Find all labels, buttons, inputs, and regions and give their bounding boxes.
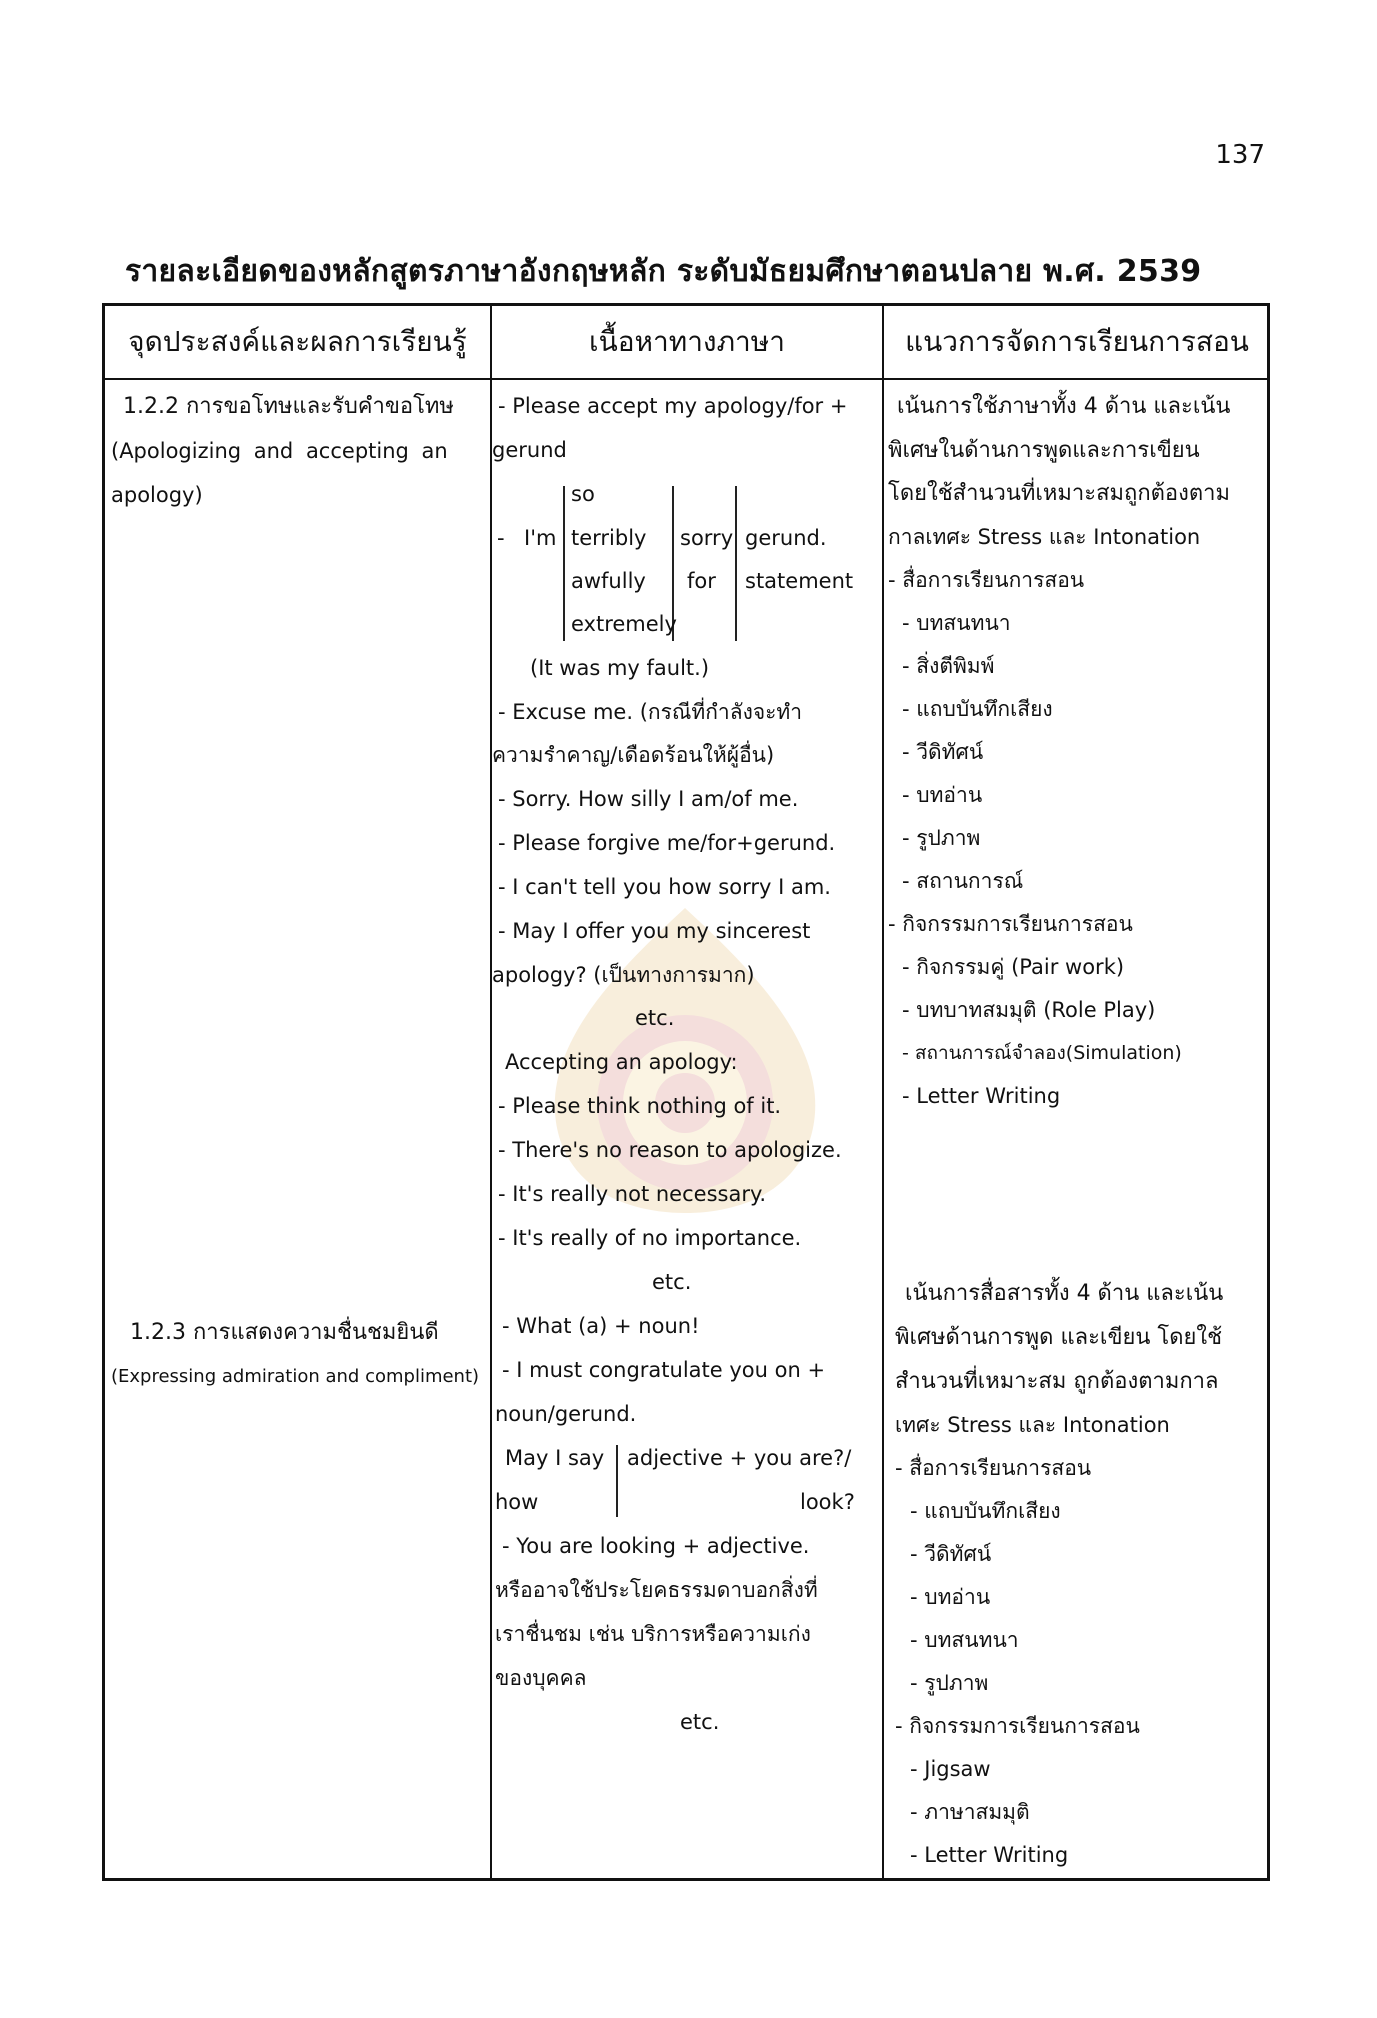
- approach-media-item: - วีดิทัศน์: [902, 740, 984, 764]
- approach-activity-item: - สถานการณ์จำลอง(Simulation): [902, 1042, 1182, 1064]
- approach-media-item: - สิ่งตีพิมพ์: [902, 654, 995, 678]
- bracket-line: [563, 486, 565, 641]
- content-line: - What (a) + noun!: [502, 1314, 700, 1338]
- approach-activity-item: - ภาษาสมมุติ: [910, 1800, 1030, 1824]
- content-line: - Please forgive me/for+gerund.: [498, 831, 836, 855]
- approach-media-item: - วีดิทัศน์: [910, 1542, 992, 1566]
- approach-media-item: - รูปภาพ: [910, 1671, 989, 1695]
- content-adjective: adjective + you are?/: [627, 1446, 852, 1470]
- content-line: gerund: [492, 438, 567, 462]
- content-line: Accepting an apology:: [505, 1050, 738, 1074]
- approach-activity-item: - Letter Writing: [910, 1843, 1069, 1867]
- content-line: - Please think nothing of it.: [498, 1094, 782, 1118]
- bracket-line: [735, 486, 737, 641]
- header-teaching-approach: แนวการจัดการเรียนการสอน: [905, 325, 1249, 358]
- content-line: เราชื่นชม เช่น บริการหรือความเก่ง: [495, 1622, 811, 1646]
- curriculum-table: [102, 303, 1270, 1881]
- approach-activities-heading: - กิจกรรมการเรียนการสอน: [888, 912, 1133, 936]
- content-line: - Excuse me. (กรณีที่กำลังจะทำ: [498, 700, 803, 724]
- content-line: - It's really not necessary.: [498, 1182, 767, 1206]
- content-how: how: [495, 1490, 539, 1514]
- content-line: - Sorry. How silly I am/of me.: [498, 787, 799, 811]
- content-look: look?: [800, 1490, 855, 1514]
- approach-media-item: - บทสนทนา: [902, 611, 1011, 635]
- adverb-option: extremely: [571, 612, 677, 636]
- content-line: (It was my fault.): [530, 656, 710, 680]
- content-line: หรืออาจใช้ประโยคธรรมดาบอกสิ่งที่: [495, 1578, 818, 1602]
- approach-line: โดยใช้สำนวนที่เหมาะสมถูกต้องตาม: [888, 481, 1231, 506]
- content-dash: -: [497, 526, 505, 550]
- header-objectives: จุดประสงค์และผลการเรียนรู้: [128, 325, 467, 358]
- content-line: ของบุคคล: [495, 1666, 587, 1690]
- approach-media-item: - บทสนทนา: [910, 1628, 1019, 1652]
- objective-1-2-2-english: (Apologizing and accepting an: [111, 439, 448, 463]
- objective-1-2-3-title: 1.2.3 การแสดงความชื่นชมยินดี: [130, 1320, 439, 1345]
- bracket-line: [616, 1445, 618, 1517]
- approach-activity-item: - กิจกรรมคู่ (Pair work): [902, 955, 1125, 979]
- approach-line: เน้นการสื่อสารทั้ง 4 ด้าน และเน้น: [905, 1281, 1224, 1306]
- content-statement: statement: [745, 569, 854, 593]
- content-sorry: sorry: [680, 526, 734, 550]
- approach-media-heading: - สื่อการเรียนการสอน: [888, 568, 1085, 592]
- content-line: - It's really of no importance.: [498, 1226, 802, 1250]
- adverb-option: so: [571, 482, 595, 506]
- content-for: for: [687, 569, 716, 593]
- content-etc: etc.: [680, 1710, 720, 1734]
- content-line: ความรำคาญ/เดือดร้อนให้ผู้อื่น): [492, 743, 775, 767]
- approach-media-item: - บทอ่าน: [910, 1585, 991, 1609]
- approach-line: พิเศษในด้านการพูดและการเขียน: [888, 438, 1200, 463]
- content-etc: etc.: [652, 1270, 692, 1294]
- approach-media-heading: - สื่อการเรียนการสอน: [895, 1456, 1092, 1480]
- page-title: รายละเอียดของหลักสูตรภาษาอังกฤษหลัก ระดับมัธยมศึกษาตอนปลาย พ.ศ. 2539: [125, 254, 1202, 289]
- approach-line: สำนวนที่เหมาะสม ถูกต้องตามกาล: [895, 1369, 1219, 1394]
- content-line: - Please accept my apology/for +: [498, 394, 848, 418]
- approach-line: เน้นการใช้ภาษาทั้ง 4 ด้าน และเน้น: [897, 394, 1231, 419]
- objective-1-2-2-english-cont: apology): [111, 483, 203, 507]
- approach-media-item: - แถบบันทึกเสียง: [910, 1499, 1061, 1523]
- approach-activities-heading: - กิจกรรมการเรียนการสอน: [895, 1714, 1140, 1738]
- objective-1-2-2-title: 1.2.2 การขอโทษและรับคำขอโทษ: [123, 394, 454, 419]
- approach-activity-item: - Jigsaw: [910, 1757, 991, 1781]
- content-im: I'm: [524, 526, 557, 550]
- approach-line: เทศะ Stress และ Intonation: [895, 1413, 1170, 1437]
- content-line: - There's no reason to apologize.: [498, 1138, 842, 1162]
- content-line: noun/gerund.: [495, 1402, 637, 1426]
- approach-activity-item: - Letter Writing: [902, 1084, 1061, 1108]
- adverb-option: terribly: [571, 526, 647, 550]
- approach-media-item: - รูปภาพ: [902, 826, 981, 850]
- approach-activity-item: - บทบาทสมมุติ (Role Play): [902, 998, 1156, 1022]
- content-line: - I must congratulate you on +: [502, 1358, 826, 1382]
- content-gerund: gerund.: [745, 526, 827, 550]
- page-number: 137: [1215, 140, 1265, 170]
- content-line: - You are looking + adjective.: [502, 1534, 810, 1558]
- content-line: apology? (เป็นทางการมาก): [492, 963, 755, 987]
- approach-line: กาลเทศะ Stress และ Intonation: [888, 525, 1201, 549]
- approach-media-item: - บทอ่าน: [902, 783, 983, 807]
- header-language-content: เนื้อหาทางภาษา: [589, 325, 785, 358]
- approach-media-item: - สถานการณ์: [902, 869, 1024, 893]
- content-line: - I can't tell you how sorry I am.: [498, 875, 831, 899]
- approach-media-item: - แถบบันทึกเสียง: [902, 697, 1053, 721]
- approach-line: พิเศษด้านการพูด และเขียน โดยใช้: [895, 1325, 1223, 1350]
- content-etc: etc.: [635, 1006, 675, 1030]
- adverb-option: awfully: [571, 569, 646, 593]
- objective-1-2-3-english: (Expressing admiration and compliment): [111, 1366, 480, 1387]
- content-may-i-say: May I say: [505, 1446, 605, 1470]
- content-line: - May I offer you my sincerest: [498, 919, 811, 943]
